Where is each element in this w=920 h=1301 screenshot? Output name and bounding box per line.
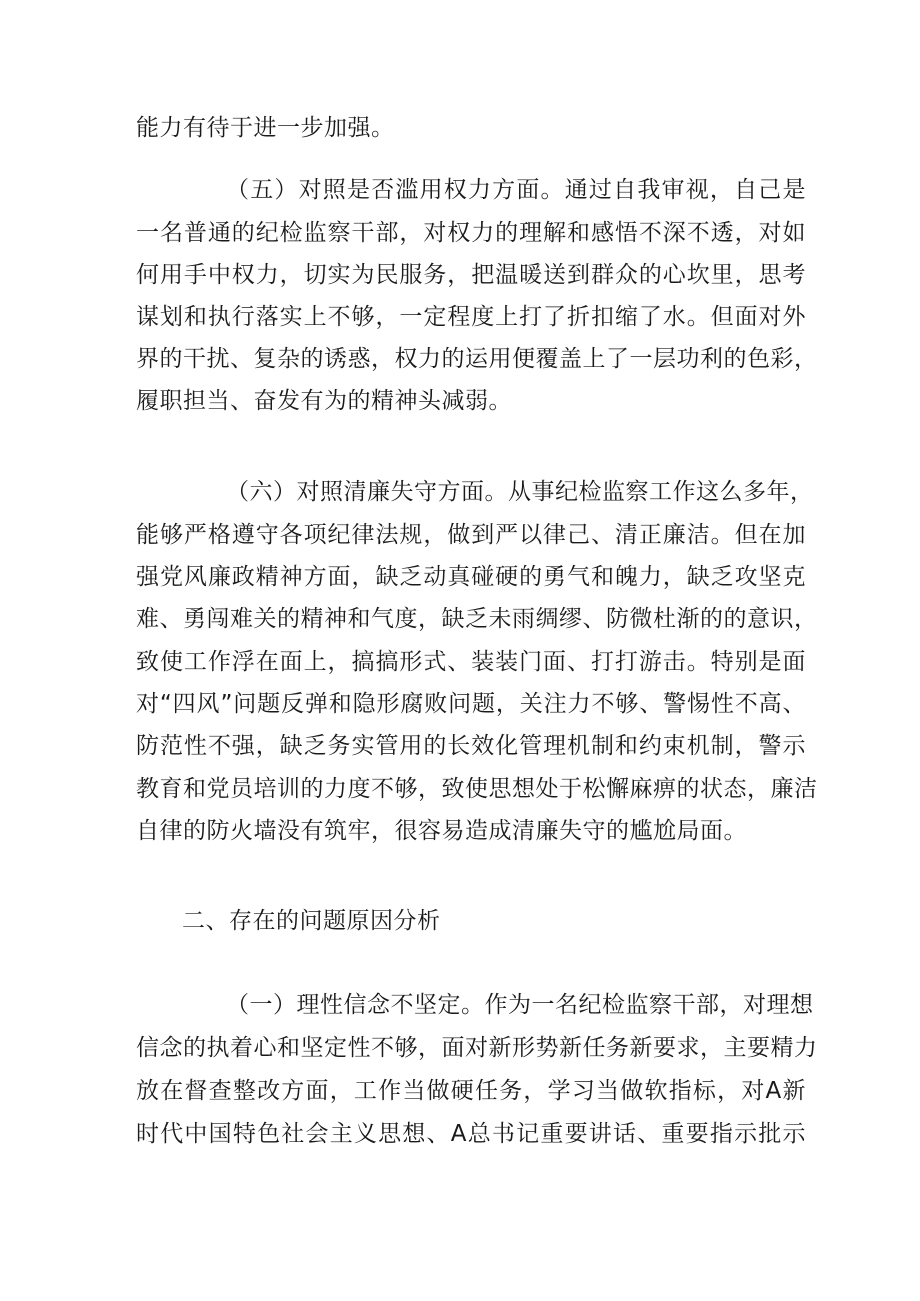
analysis-paragraph-1-line: 信念的执着心和坚定性不够，面对新形势新任务新要求，主要精力 [136, 1035, 818, 1061]
paragraph-5-line: 谋划和执行落实上不够，一定程度上打了折扣缩了水。但面对外 [136, 304, 806, 330]
paragraph-continuation-line: 能力有待于进一步加强。 [136, 115, 395, 141]
paragraph-6-line: 自律的防火墙没有筑牢，很容易造成清廉失守的尴尬局面。 [136, 818, 747, 844]
paragraph-5-line: 界的干扰、复杂的诱惑，权力的运用便覆盖上了一层功利的色彩， [136, 346, 818, 372]
paragraph-6-line: 教育和党员培训的力度不够，致使思想处于松懈麻痹的状态，廉洁 [136, 776, 818, 802]
paragraph-5-line: （五）对照是否滥用权力方面。通过自我审视，自己是 [226, 177, 806, 203]
paragraph-6-line: 对“四风”问题反弹和隐形腐败问题，关注力不够、警惕性不高、 [136, 691, 806, 717]
analysis-paragraph-1-line: 放在督查整改方面，工作当做硬任务，学习当做软指标，对A新 [136, 1078, 806, 1104]
paragraph-6-line: 能够严格遵守各项纪律法规，做到严以律己、清正廉洁。但在加 [136, 522, 806, 548]
paragraph-5-line: 何用手中权力，切实为民服务，把温暖送到群众的心坎里，思考 [136, 262, 806, 288]
paragraph-6-line: 致使工作浮在面上，搞搞形式、装装门面、打打游击。特别是面 [136, 649, 806, 675]
section-heading: 二、存在的问题原因分析 [182, 908, 441, 934]
paragraph-6-line: 强党风廉政精神方面，缺乏动真碰硬的勇气和魄力，缺乏攻坚克 [136, 564, 806, 590]
analysis-paragraph-1-line: 时代中国特色社会主义思想、A总书记重要讲话、重要指示批示 [136, 1121, 806, 1147]
paragraph-5-line: 履职担当、奋发有为的精神头减弱。 [136, 388, 512, 414]
paragraph-6-line: 难、勇闯难关的精神和气度，缺乏未雨绸缪、防微杜渐的的意识， [136, 606, 818, 632]
analysis-paragraph-1-line: （一）理性信念不坚定。作为一名纪检监察干部，对理想 [226, 992, 814, 1018]
paragraph-5-line: 一名普通的纪检监察干部，对权力的理解和感悟不深不透，对如 [136, 220, 806, 246]
paragraph-6-line: （六）对照清廉失守方面。从事纪检监察工作这么多年， [226, 479, 814, 505]
paragraph-6-line: 防范性不强，缺乏务实管用的长效化管理机制和约束机制，警示 [136, 733, 806, 759]
